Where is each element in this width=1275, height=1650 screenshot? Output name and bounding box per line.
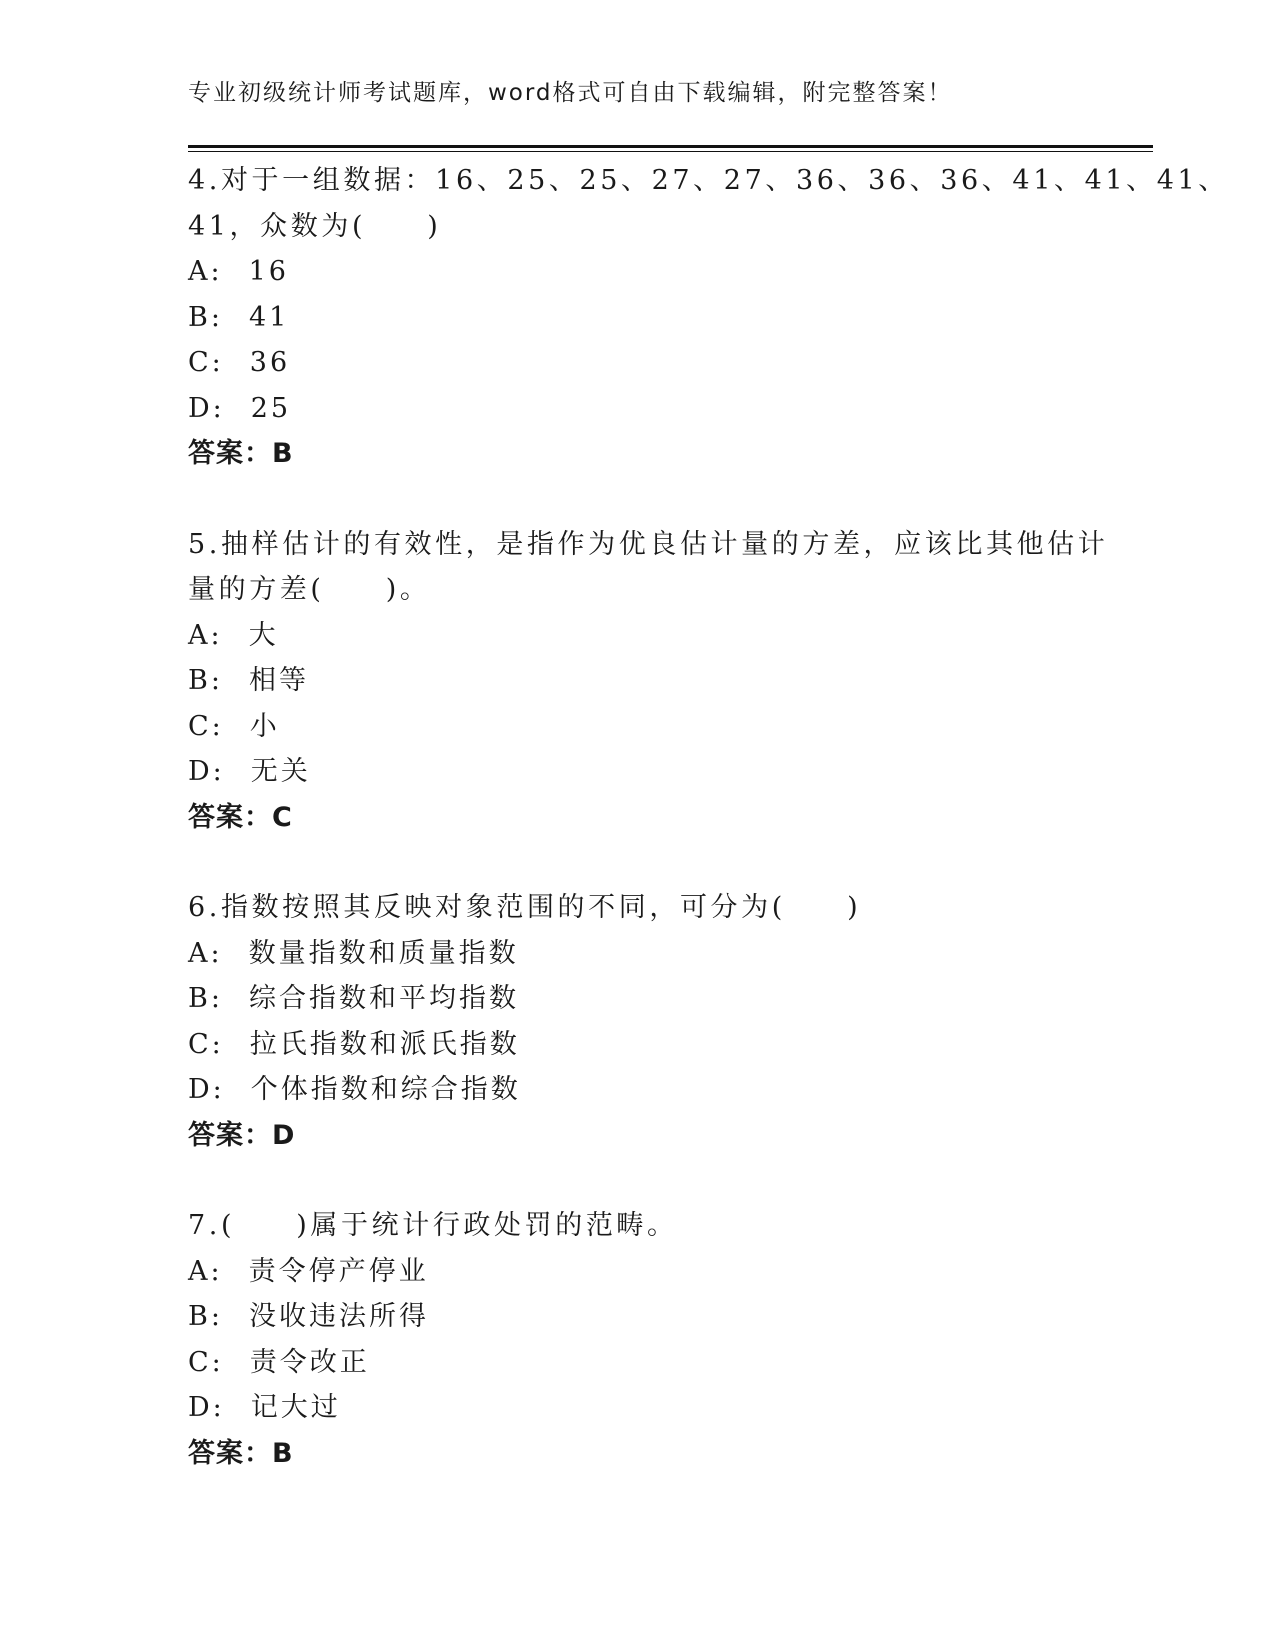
option-text: 25 <box>250 392 292 424</box>
question-stem-line: 7.( )属于统计行政处罚的范畴。 <box>188 1210 678 1241</box>
option-letter: C: <box>188 1028 224 1060</box>
answer-label: 答案：D <box>188 1119 296 1151</box>
option-text: 小 <box>249 710 280 742</box>
option-a <box>188 249 1088 295</box>
option-text: 16 <box>248 256 289 287</box>
question-stem-line: 41，众数为( ) <box>188 210 442 242</box>
question-item <box>188 1203 1088 1476</box>
option-text: 综合指数和平均指数 <box>248 983 519 1014</box>
option-letter: D: <box>188 392 225 424</box>
option-letter: C: <box>188 710 224 742</box>
question-item <box>188 522 1109 841</box>
question-stem-line: 6.指数按照其反映对象范围的不同，可分为( ) <box>188 892 862 923</box>
question-stem <box>188 885 1088 931</box>
option-text: 相等 <box>248 665 309 696</box>
option-text: 没收违法所得 <box>248 1301 429 1332</box>
option-text: 责令停产停业 <box>248 1255 429 1287</box>
option-letter: A: <box>188 619 223 651</box>
option-c <box>188 704 1088 750</box>
question-item <box>188 158 1229 477</box>
option-b <box>188 1294 1088 1340</box>
page-header-title: 专业初级统计师考试题库，word格式可自由下载编辑，附完整答案！ <box>188 80 953 106</box>
question-stem <box>188 522 1109 613</box>
option-a <box>188 931 1088 977</box>
option-text: 41 <box>248 301 290 333</box>
question-stem-line: 4.对于一组数据：16、25、25、27、27、36、36、36、41、41、41、 <box>188 165 1229 196</box>
answer-label: 答案：C <box>188 801 293 833</box>
option-a <box>188 1249 1088 1295</box>
question-stem-line: 量的方差( )。 <box>188 574 431 605</box>
option-text: 无关 <box>250 756 311 787</box>
option-b <box>188 658 1088 704</box>
option-c <box>188 1022 1088 1068</box>
question-list <box>188 158 1229 1521</box>
option-text: 记大过 <box>250 1392 341 1423</box>
option-b <box>188 295 1088 341</box>
option-b <box>188 976 1088 1022</box>
option-d <box>188 386 1088 432</box>
option-letter: B: <box>188 301 223 333</box>
option-letter: D: <box>188 756 225 787</box>
option-letter: B: <box>188 983 223 1014</box>
option-letter: D: <box>188 1074 225 1105</box>
option-letter: C: <box>188 1346 224 1378</box>
option-text: 个体指数和综合指数 <box>250 1074 521 1105</box>
option-c <box>188 1340 1088 1386</box>
answer-label: 答案：B <box>188 1437 294 1469</box>
option-d <box>188 749 1088 795</box>
question-stem-line: 5.抽样估计的有效性，是指作为优良估计量的方差，应该比其他估计 <box>188 528 1109 560</box>
question-stem <box>188 158 1229 249</box>
option-letter: A: <box>188 1255 223 1287</box>
option-letter: D: <box>188 1392 225 1423</box>
question-item <box>188 885 1088 1158</box>
option-letter: B: <box>188 1301 223 1332</box>
option-text: 责令改正 <box>249 1346 370 1378</box>
answer-label: 答案：B <box>188 438 294 469</box>
option-letter: A: <box>188 256 223 287</box>
question-stem <box>188 1203 1088 1249</box>
option-d <box>188 1067 1088 1113</box>
option-text: 36 <box>249 347 291 378</box>
header-divider <box>188 145 1153 152</box>
option-letter: C: <box>188 347 224 378</box>
option-text: 数量指数和质量指数 <box>248 937 519 969</box>
option-letter: B: <box>188 665 223 696</box>
option-letter: A: <box>188 937 223 969</box>
option-a <box>188 613 1088 659</box>
option-c <box>188 340 1088 386</box>
option-d <box>188 1385 1088 1431</box>
option-text: 拉氏指数和派氏指数 <box>249 1028 520 1060</box>
option-text: 大 <box>248 619 279 651</box>
